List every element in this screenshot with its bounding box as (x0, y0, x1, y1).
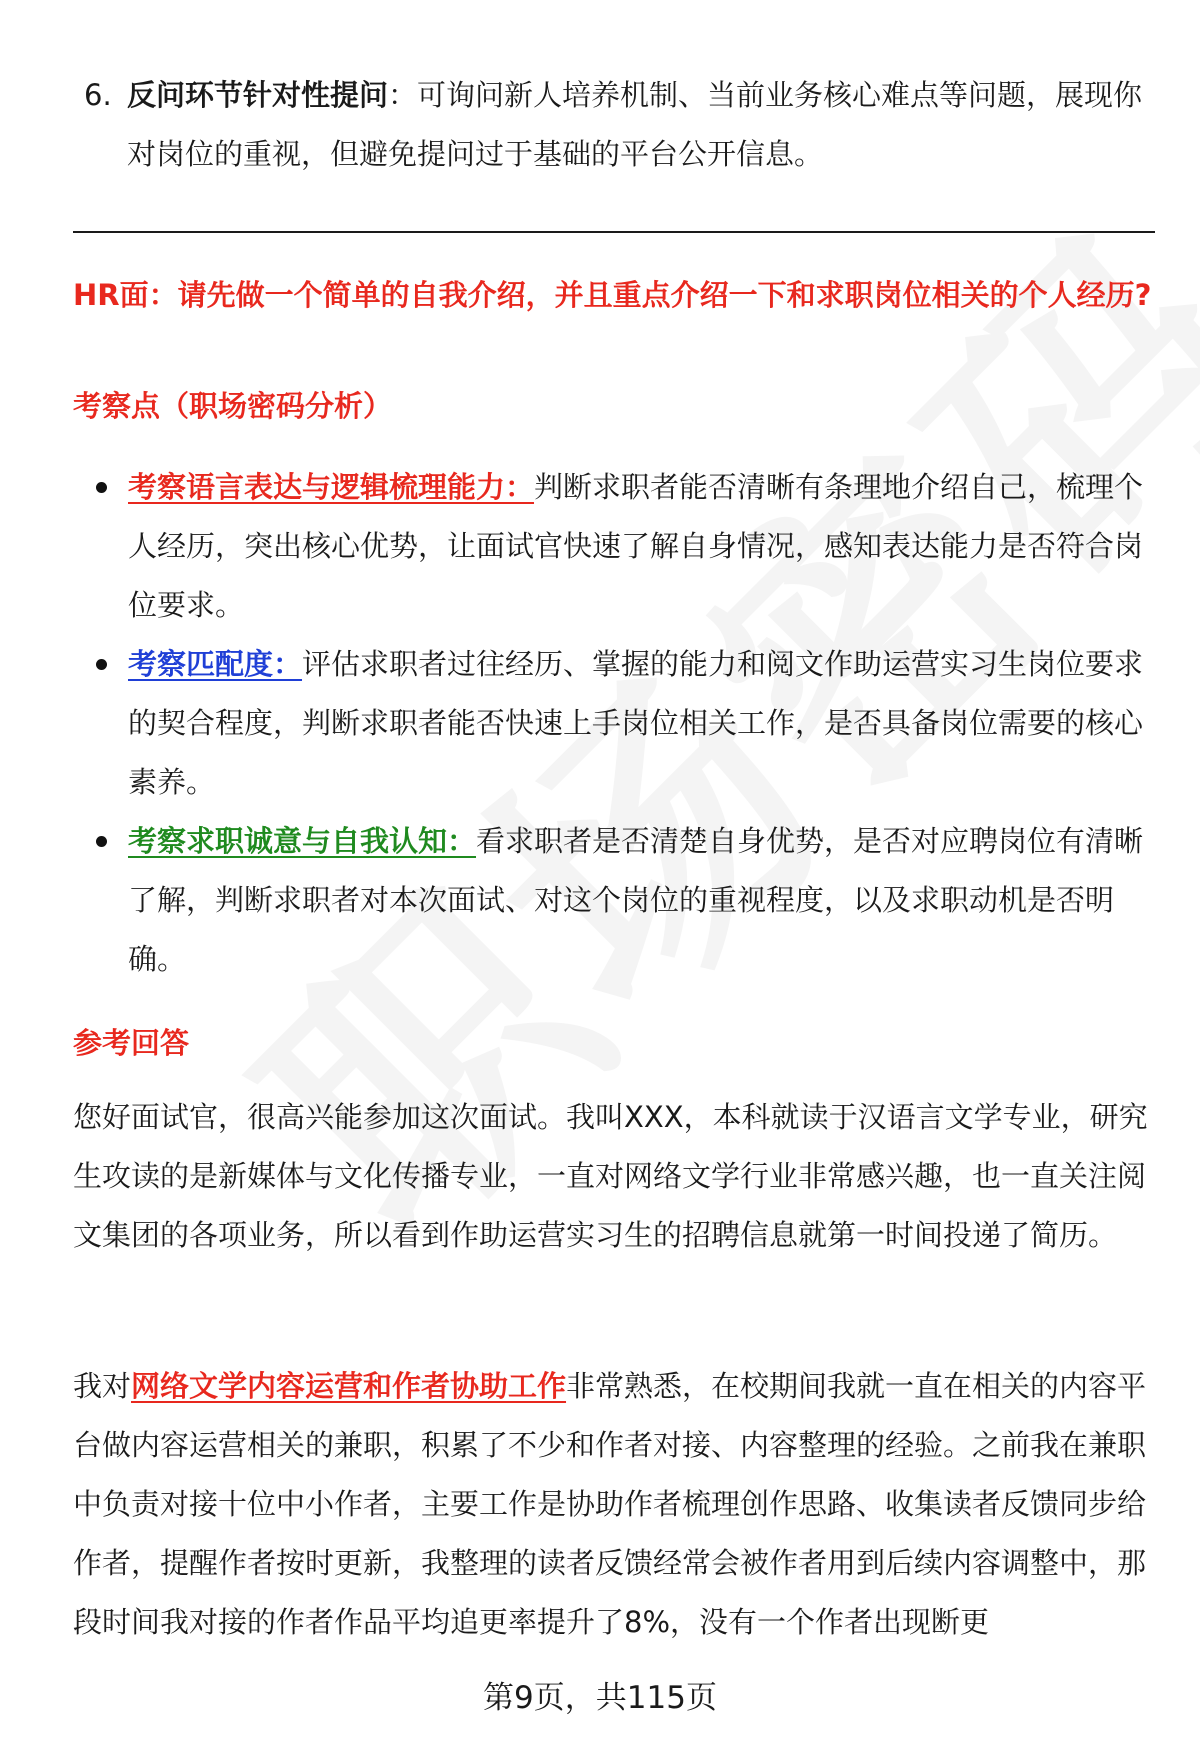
bullet-text: 判断求职者能否清晰有条理地介绍自己，梳理个人经历，突出核心优势，让面试官快速了解自身情况，感知表达能力是否符合岗位要求。 (128, 470, 1144, 622)
para2-rest: 非常熟悉，在校期间我就一直在相关的内容平台做内容运营相关的兼职，积累了不少和作者对接、内容整理的经验。之前我在兼职中负责对接十位中小作者，主要工作是协助作者梳理创作思路、收集读者反馈同步给作者，提醒作者按时更新，我整理的读者反馈经常会被作者用到后续内容调整中，那段时间我对接的作者作品平均追更率提升了8%，没有一个作者出现断更 (73, 1369, 1147, 1639)
bullet-tag: 考察求职诚意与自我认知： (128, 824, 477, 858)
answer-heading: 参考回答 (73, 1026, 190, 1060)
item-6-text: ：可询问新人培养机制、当前业务核心难点等问题，展现你对岗位的重视，但避免提问过于基础的平台公开信息。 (127, 78, 1143, 171)
para2-prefix: 我对 (73, 1369, 132, 1403)
item-6-title: 反问环节针对性提问 (127, 78, 389, 112)
item-number: 6. (84, 78, 112, 112)
bullet-icon (96, 836, 107, 847)
answer-paragraph-1: 您好面试官，很高兴能参加这次面试。我叫XXX，本科就读于汉语言文学专业，研究生攻读的是新媒体与文化传播专业，一直对网络文学行业非常感兴趣，也一直关注阅文集团的各项业务，所以看到作助运营实习生的招聘信息就第一时间投递了简历。 (73, 1100, 1148, 1252)
analysis-heading: 考察点（职场密码分析） (73, 389, 393, 423)
analysis-list (73, 458, 1153, 989)
bullet-tag: 考察匹配度： (128, 647, 303, 681)
bullet-text: 看求职者是否清楚自身优势，是否对应聘岗位有清晰了解，判断求职者对本次面试、对这个岗位的重视程度，以及求职动机是否明确。 (128, 824, 1144, 976)
list-item (73, 458, 1153, 635)
bullet-icon (96, 659, 107, 670)
bullet-text: 评估求职者过往经历、掌握的能力和阅文作助运营实习生岗位要求的契合程度，判断求职者能否快速上手岗位相关工作，是否具备岗位需要的核心素养。 (128, 647, 1144, 799)
bullet-icon (96, 482, 107, 493)
bullet-tag: 考察语言表达与逻辑梳理能力： (128, 470, 535, 504)
answer-paragraph-2 (73, 1357, 1153, 1652)
list-item (73, 635, 1153, 812)
page-number: 第9页，共115页 (483, 1680, 717, 1716)
para2-highlight: 网络文学内容运营和作者协助工作 (131, 1369, 567, 1403)
list-item (73, 812, 1153, 989)
item-6-content (127, 66, 1144, 184)
list-item-6 (84, 66, 1144, 184)
section-divider (73, 231, 1155, 233)
interview-question: HR面：请先做一个简单的自我介绍，并且重点介绍一下和求职岗位相关的个人经历? (73, 278, 1152, 312)
